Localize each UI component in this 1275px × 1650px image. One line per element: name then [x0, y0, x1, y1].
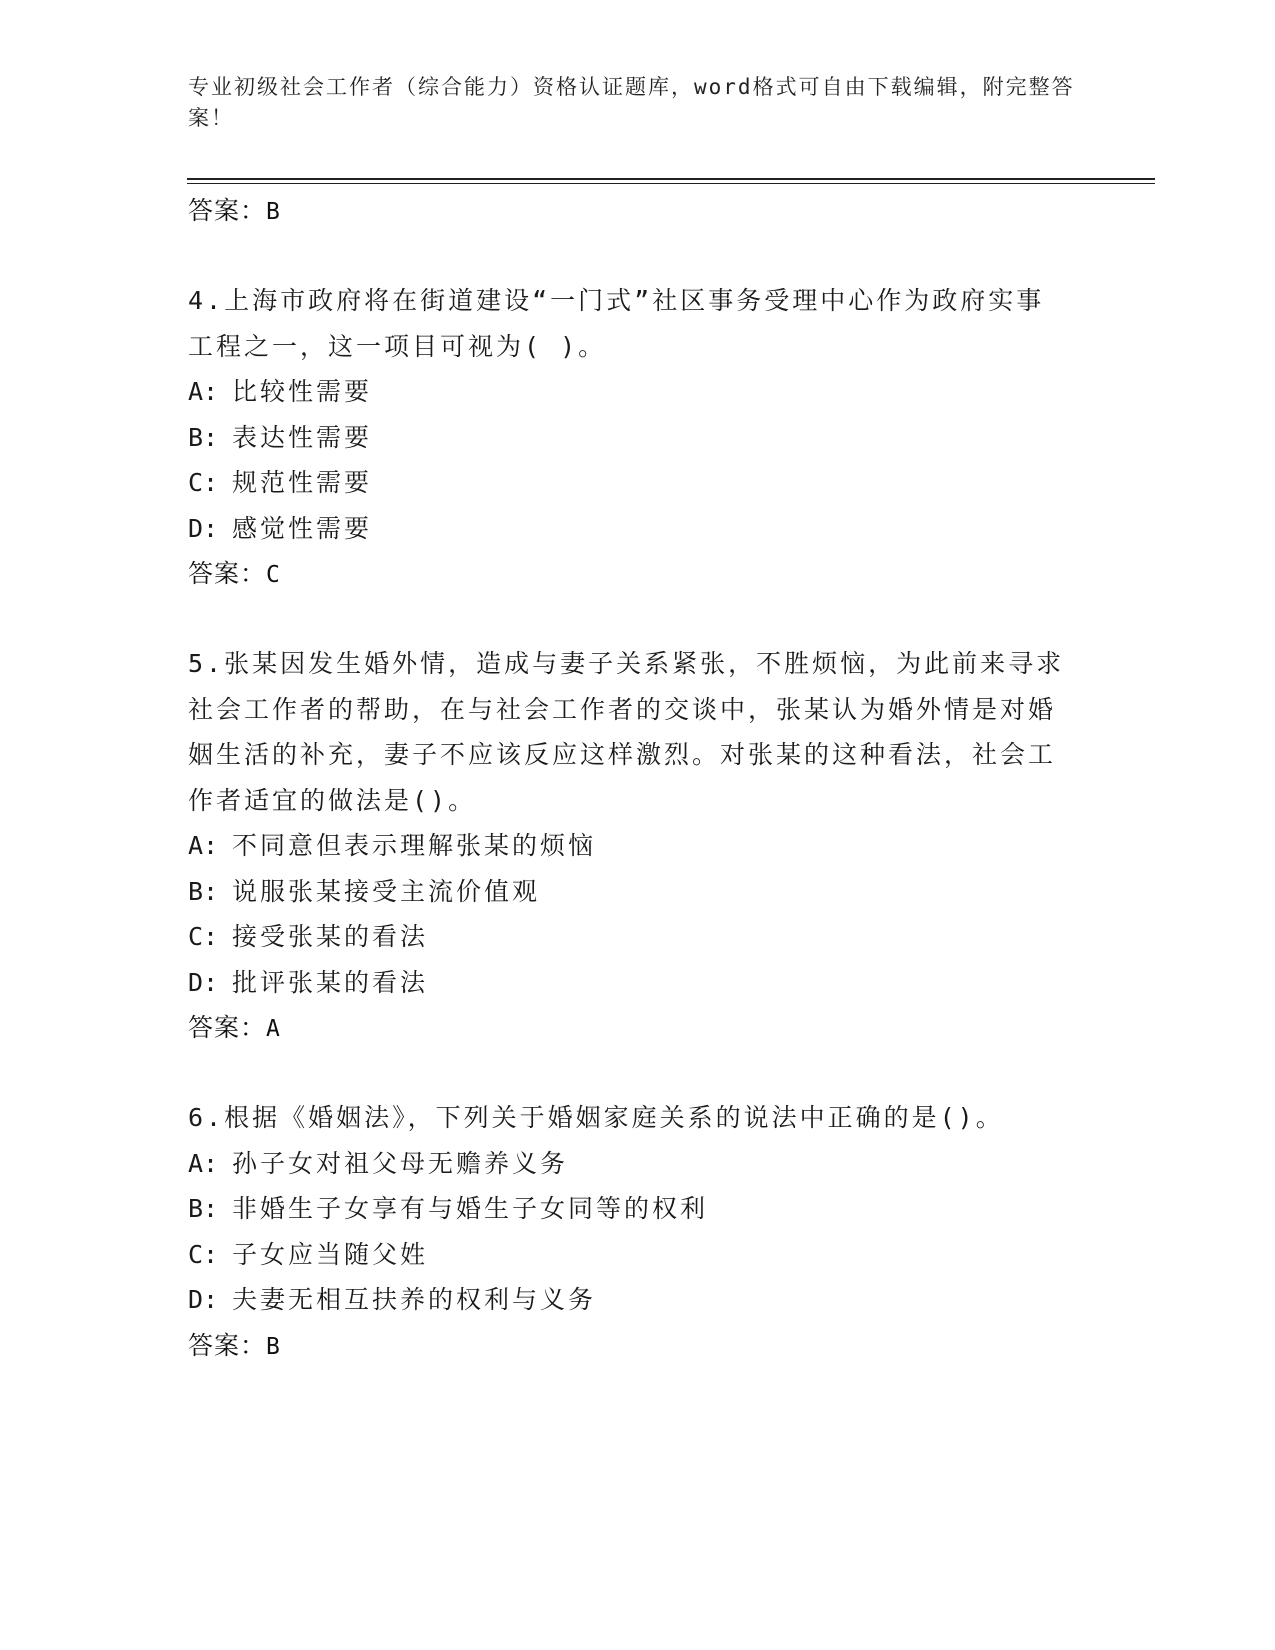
option-letter: D: [188, 513, 219, 543]
spacer [188, 234, 1068, 278]
option-letter: A: [188, 377, 219, 406]
option-letter: B: [188, 422, 219, 452]
option-a [188, 823, 1068, 869]
option-letter: B: [188, 1194, 219, 1223]
question-block [188, 641, 1068, 1051]
option-b [188, 1186, 1068, 1232]
header-rule-thin [187, 183, 1155, 184]
option-text: 接受张某的看法 [232, 922, 429, 951]
answer-value: A [266, 1016, 281, 1042]
question-block [188, 1095, 1068, 1369]
header-rule-thick [187, 178, 1155, 180]
option-d [188, 506, 1068, 552]
option-letter: C: [188, 1239, 219, 1269]
option-letter: A: [188, 831, 219, 860]
option-text: 不同意但表示理解张某的烦恼 [232, 831, 597, 860]
option-text: 规范性需要 [232, 468, 373, 497]
option-b [188, 869, 1068, 915]
option-letter: C: [188, 922, 219, 951]
option-text: 子女应当随父姓 [232, 1239, 429, 1269]
option-b [188, 415, 1068, 461]
question-list [188, 188, 1068, 1369]
option-d [188, 960, 1068, 1006]
option-a [188, 369, 1068, 415]
option-a [188, 1141, 1068, 1187]
option-letter: D: [188, 1285, 219, 1314]
answer-value: C [266, 562, 281, 588]
spacer [188, 1051, 1068, 1095]
option-text: 比较性需要 [232, 377, 373, 406]
option-text: 批评张某的看法 [232, 967, 429, 997]
answer-line [188, 1005, 1068, 1051]
answer-prefix: 答案： [188, 559, 267, 588]
answer-line [188, 1323, 1068, 1369]
option-c [188, 460, 1068, 506]
option-d [188, 1277, 1068, 1323]
spacer [188, 597, 1068, 641]
answer-prefix: 答案： [188, 196, 267, 225]
page-header: 专业初级社会工作者（综合能力）资格认证题库，word格式可自由下载编辑，附完整答案！ [188, 75, 1075, 130]
answer-line [188, 551, 1068, 597]
option-letter: B: [188, 876, 219, 906]
option-text: 夫妻无相互扶养的权利与义务 [232, 1285, 597, 1314]
answer-value: B [266, 1333, 281, 1360]
question-stem: 6.根据《婚姻法》，下列关于婚姻家庭关系的说法中正确的是()。 [188, 1103, 1004, 1132]
question-stem: 4.上海市政府将在街道建设“一门式”社区事务受理中心作为政府实事工程之一，这一项目可视为( )。 [188, 286, 1045, 361]
option-letter: A: [188, 1148, 219, 1178]
answer-value: B [266, 199, 281, 225]
question-block [188, 278, 1068, 597]
answer-line [188, 188, 1068, 234]
option-text: 非婚生子女享有与婚生子女同等的权利 [232, 1194, 709, 1223]
option-c [188, 914, 1068, 960]
question-stem: 5.张某因发生婚外情，造成与妻子关系紧张，不胜烦恼，为此前来寻求社会工作者的帮助，在与社会工作者的交谈中，张某认为婚外情是对婚姻生活的补充，妻子不应该反应这样激烈。对张某的这种看法，社会工作者适宜的做法是()。 [188, 649, 1065, 815]
answer-prefix: 答案： [188, 1330, 267, 1360]
option-letter: D: [188, 967, 219, 997]
option-text: 孙子女对祖父母无赡养义务 [232, 1148, 569, 1178]
answer-prefix: 答案： [188, 1013, 267, 1042]
option-letter: C: [188, 468, 219, 497]
option-text: 说服张某接受主流价值观 [232, 876, 541, 906]
option-c [188, 1232, 1068, 1278]
option-text: 表达性需要 [232, 422, 373, 452]
option-text: 感觉性需要 [232, 513, 373, 543]
